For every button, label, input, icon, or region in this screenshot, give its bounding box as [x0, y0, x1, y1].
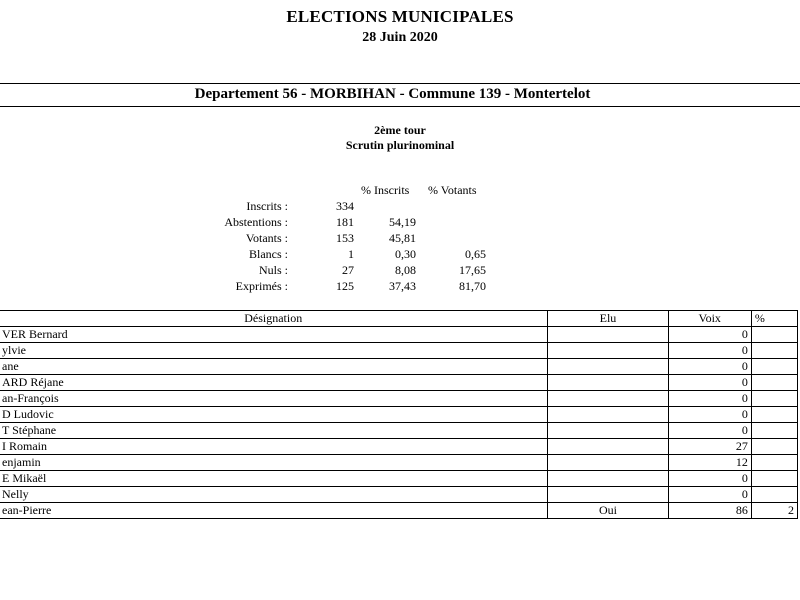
- election-date: 28 Juin 2020: [362, 30, 438, 45]
- candidate-elu: [548, 439, 668, 455]
- candidate-name: T Stéphane: [0, 423, 548, 439]
- stat-pct-inscrits: 37,43: [389, 279, 416, 293]
- candidate-name: ean-Pierre: [0, 503, 548, 519]
- candidate-elu: [548, 343, 668, 359]
- stat-pct-inscrits: 54,19: [389, 215, 416, 229]
- header-voix: Voix: [668, 311, 751, 327]
- results-table: [0, 310, 798, 519]
- stat-pct-inscrits: 8,08: [395, 263, 416, 277]
- table-row: [0, 343, 798, 359]
- candidate-pct: [751, 391, 797, 407]
- stat-label: Votants :: [245, 231, 288, 245]
- candidate-pct: [751, 359, 797, 375]
- candidate-pct: [751, 439, 797, 455]
- candidate-name: D Ludovic: [0, 407, 548, 423]
- department-title: Departement 56 - MORBIHAN - Commune 139 - Montertelot: [194, 86, 591, 102]
- stat-label: Blancs :: [249, 247, 288, 261]
- candidate-pct: [751, 327, 797, 343]
- table-row: [0, 327, 798, 343]
- candidate-elu: Oui: [548, 503, 668, 519]
- stat-pct-votants: 81,70: [459, 279, 486, 293]
- stat-label: Nuls :: [258, 263, 288, 277]
- table-row: [0, 407, 798, 423]
- stat-pct-inscrits: 0,30: [395, 247, 416, 261]
- candidate-voix: 86: [668, 503, 751, 519]
- stats-header-votants: % Votants: [428, 183, 477, 197]
- candidate-elu: [548, 487, 668, 503]
- candidate-voix: 0: [668, 359, 751, 375]
- candidate-elu: [548, 375, 668, 391]
- candidate-name: an-François: [0, 391, 548, 407]
- results-body: [0, 327, 798, 519]
- candidate-voix: 27: [668, 439, 751, 455]
- table-row: [0, 391, 798, 407]
- table-row: [0, 455, 798, 471]
- candidate-voix: 0: [668, 423, 751, 439]
- table-row: [0, 487, 798, 503]
- candidate-voix: 0: [668, 327, 751, 343]
- candidate-elu: [548, 391, 668, 407]
- candidate-elu: [548, 423, 668, 439]
- table-row: [0, 503, 798, 519]
- stat-pct-inscrits: 45,81: [389, 231, 416, 245]
- candidate-elu: [548, 359, 668, 375]
- stat-pct-votants: 17,65: [459, 263, 486, 277]
- candidate-voix: 0: [668, 487, 751, 503]
- candidate-name: I Romain: [0, 439, 548, 455]
- stat-value: 125: [336, 279, 354, 293]
- candidate-pct: 2: [751, 503, 797, 519]
- table-row: [0, 471, 798, 487]
- table-row: [0, 423, 798, 439]
- candidate-name: ARD Réjane: [0, 375, 548, 391]
- candidate-name: Nelly: [0, 487, 548, 503]
- candidate-pct: [751, 423, 797, 439]
- candidate-pct: [751, 343, 797, 359]
- scrutin-type: Scrutin plurinominal: [345, 138, 455, 152]
- candidate-voix: 0: [668, 471, 751, 487]
- candidate-elu: [548, 407, 668, 423]
- candidate-pct: [751, 407, 797, 423]
- header-designation: Désignation: [0, 311, 548, 327]
- candidate-pct: [751, 487, 797, 503]
- candidate-name: E Mikaël: [0, 471, 548, 487]
- stat-value: 181: [336, 215, 354, 229]
- table-row: [0, 375, 798, 391]
- stat-value: 27: [342, 263, 354, 277]
- results-header-row: [0, 311, 798, 327]
- candidate-pct: [751, 455, 797, 471]
- candidate-voix: 0: [668, 343, 751, 359]
- stat-label: Abstentions :: [224, 215, 288, 229]
- stat-label: Exprimés :: [235, 279, 288, 293]
- candidate-elu: [548, 455, 668, 471]
- candidate-name: VER Bernard: [0, 327, 548, 343]
- candidate-voix: 0: [668, 375, 751, 391]
- candidate-elu: [548, 327, 668, 343]
- stat-value: 153: [336, 231, 354, 245]
- candidate-pct: [751, 375, 797, 391]
- candidate-voix: 0: [668, 407, 751, 423]
- candidate-pct: [751, 471, 797, 487]
- round-label: 2ème tour: [374, 123, 426, 137]
- department-banner: [0, 83, 800, 107]
- stat-pct-votants: 0,65: [465, 247, 486, 261]
- candidate-name: ane: [0, 359, 548, 375]
- candidate-name: enjamin: [0, 455, 548, 471]
- stat-value: 334: [336, 199, 354, 213]
- table-row: [0, 359, 798, 375]
- candidate-name: ylvie: [0, 343, 548, 359]
- page-title: ELECTIONS MUNICIPALES: [286, 7, 514, 26]
- candidate-elu: [548, 471, 668, 487]
- stat-value: 1: [348, 247, 354, 261]
- header-pct: %: [751, 311, 797, 327]
- table-row: [0, 439, 798, 455]
- header-elu: Elu: [548, 311, 668, 327]
- stats-header-inscrits: % Inscrits: [361, 183, 410, 197]
- candidate-voix: 0: [668, 391, 751, 407]
- stat-label: Inscrits :: [246, 199, 288, 213]
- candidate-voix: 12: [668, 455, 751, 471]
